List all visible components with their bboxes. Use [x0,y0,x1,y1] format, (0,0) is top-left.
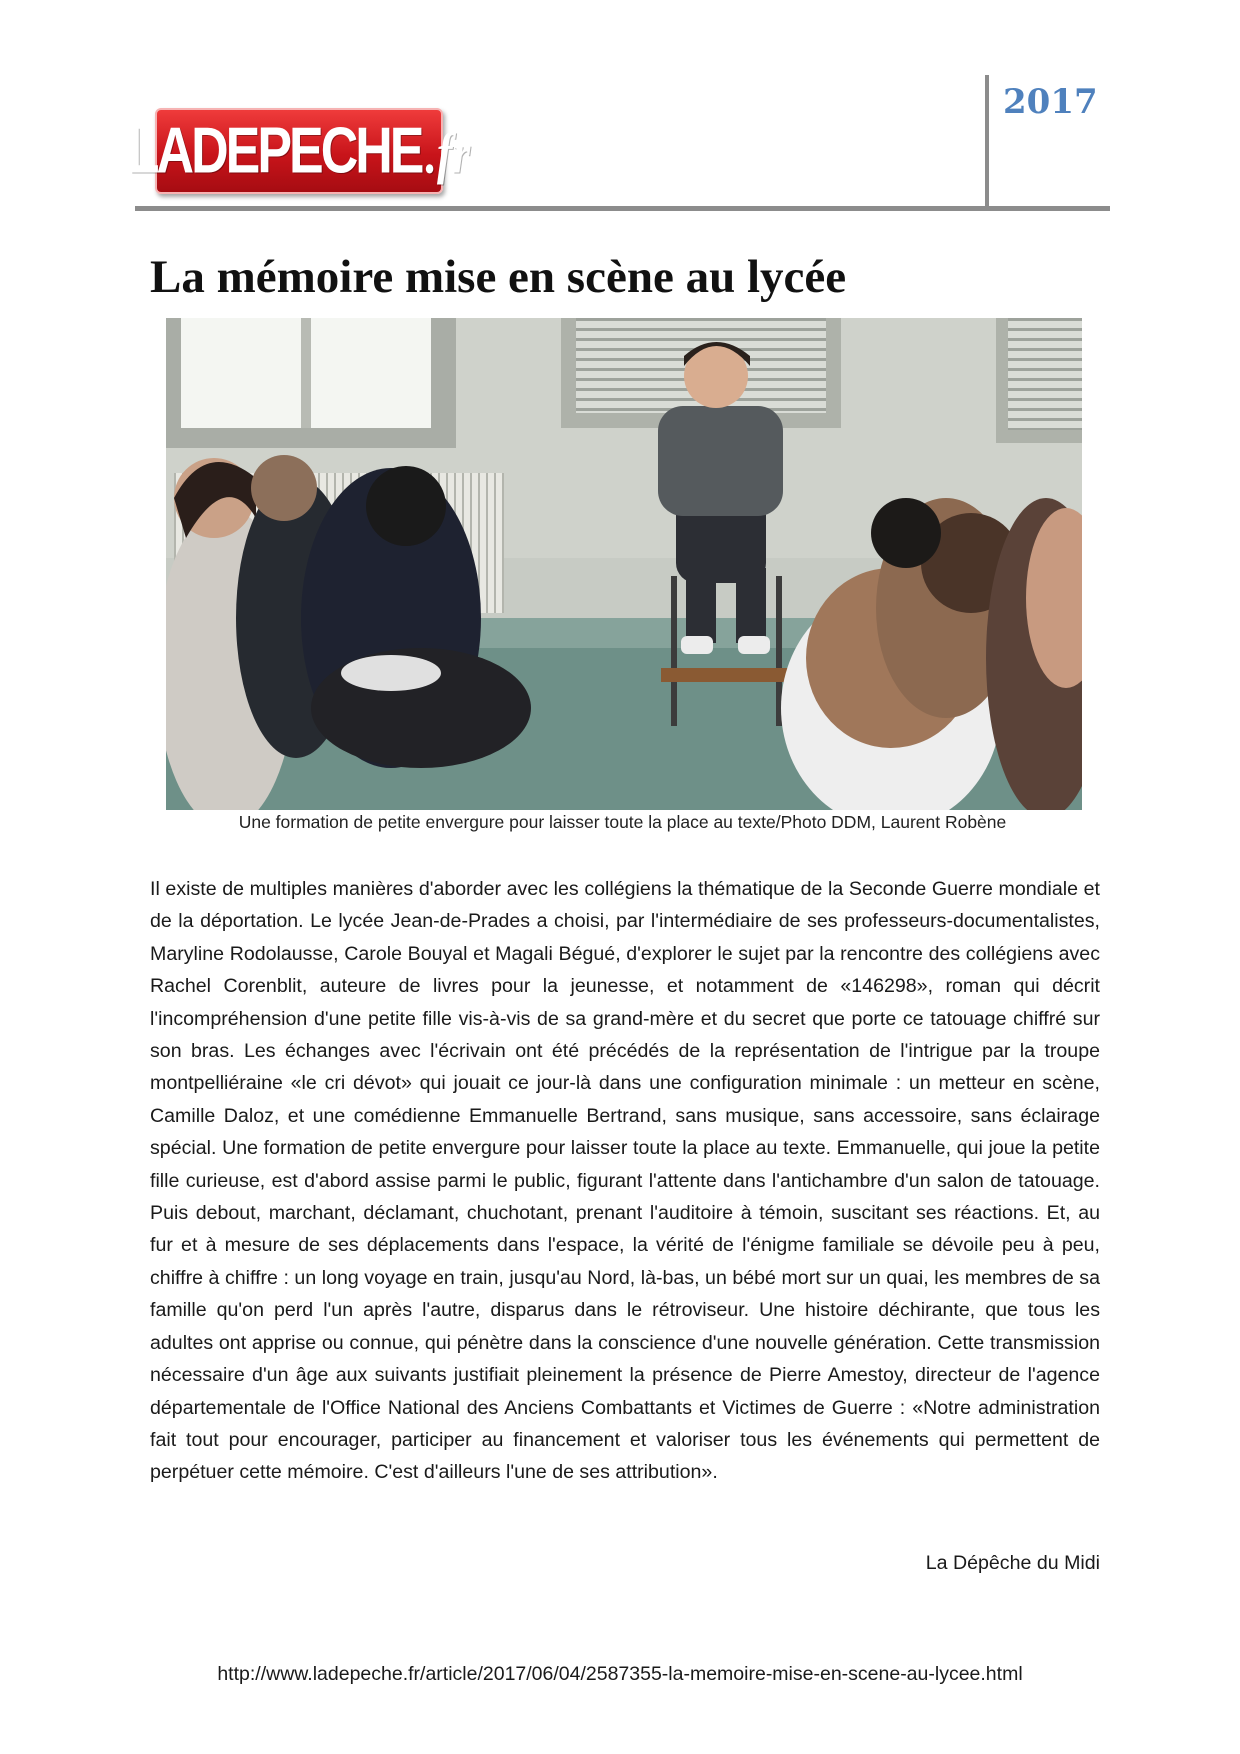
header-horizontal-divider [135,206,1110,211]
page-header [127,70,1110,215]
classroom-photo [166,318,1082,810]
article-signature: La Dépêche du Midi [925,1552,1100,1574]
header-vertical-divider [985,75,989,210]
article-body: Il existe de multiples manières d'aborder avec les collégiens la thématique de la Seconde Guerre mondiale et de la déportation. Le lycée Jean-de-Prades a choisi, par l'intermédiaire de ses professeurs-documentalistes, Maryline Rodolausse, Carole Bouyal et Magali Bégué, d'explorer le sujet par la rencontre des collégiens avec Rachel Corenblit, auteure de livres pour la jeunesse, et notamment de «146298», roman qui décrit l'incompréhension d'une petite fille vis-à-vis de sa grand-mère et du secret que porte ce tatouage chiffré sur son bras. Les échanges avec l'écrivain ont été précédés de la représentation de l'intrigue par la troupe montpelliéraine «le cri dévot» qui jouait ce jour-là dans une configuration minimale : un metteur en scène, Camille Daloz, et une comédienne Emmanuelle Bertrand, sans musique, sans accessoire, sans éclairage spécial. Une formation de petite envergure pour laisser toute la place au texte. Emmanuelle, qui joue la petite fille curieuse, est d'abord assise parmi le public, figurant l'attente dans l'antichambre d'un salon de tatouage. Puis debout, marchant, déclamant, chuchotant, prenant l'auditoire à témoin, suscitant ses réactions. Et, au fur et à mesure de ses déplacements dans l'espace, la vérité de l'énigme familiale se dévoile peu à peu, chiffre à chiffre : un long voyage en train, jusqu'au Nord, là-bas, un bébé mort sur un quai, les membres de sa famille qu'on perd l'un après l'autre, disparus dans le rétroviseur. Une histoire déchirante, que tous les adultes ont apprise ou connue, qui pénètre dans la conscience d'une nouvelle génération. Cette transmission nécessaire d'un âge aux suivants justifiait pleinement la présence de Pierre Amestoy, directeur de l'agence départementale de l'Office National des Anciens Combattants et Victimes de Guerre : «Notre administration fait tout pour encourager, participer au financement et valoriser tous les événements qui permettent de perpétuer cette mémoire. C'est d'ailleurs l'une de ses attribution». [150,878,1100,1484]
source-url[interactable]: http://www.ladepeche.fr/article/2017/06/04/2587355-la-memoire-mise-en-scene-au-lycee.html [217,1663,1023,1685]
article-title: La mémoire mise en scène au lycée [150,251,847,303]
photo-caption: Une formation de petite envergure pour laisser toute la place au texte/Photo DDM, Laurent Robène [238,812,1007,832]
publication-year: 2017 [1003,82,1098,122]
ladepeche-logo [127,108,471,194]
logo-wordmark: LADEPECHE.fr [127,114,471,188]
